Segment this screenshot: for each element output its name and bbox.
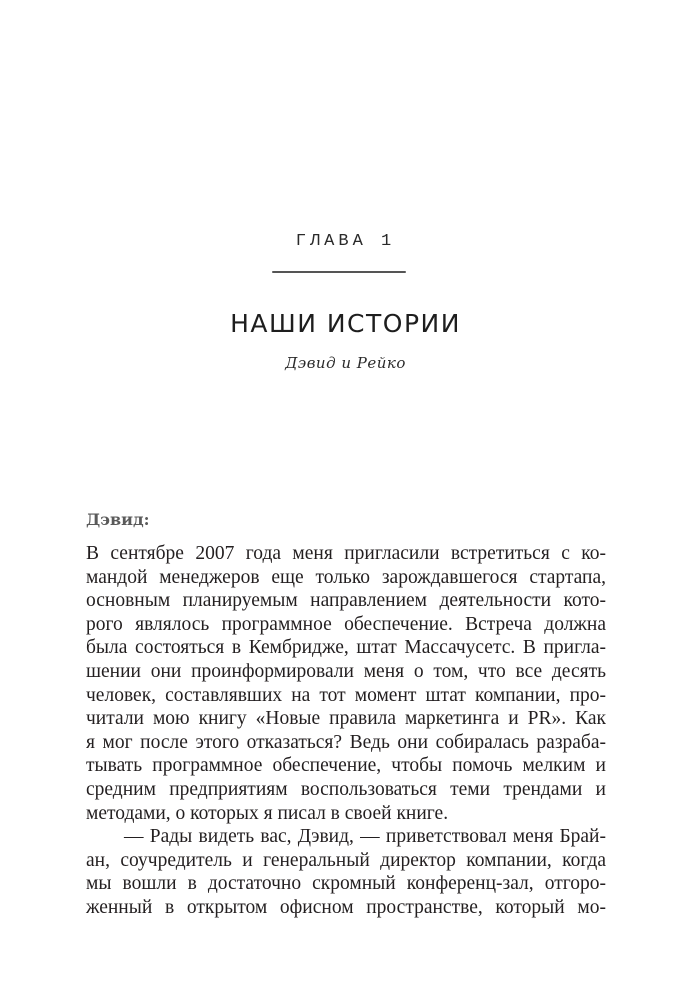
chapter-title: НАШИ ИСТОРИИ	[230, 309, 461, 338]
text-line: мы вошли в достаточно скромный конференц-зал, отгоро-	[86, 873, 606, 895]
text-line: шении они проинформировали меня о том, что все десять	[86, 660, 606, 682]
text-line: ан, соучредитель и генеральный директор компании, когда	[86, 849, 606, 871]
text-line: В сентябре 2007 года меня пригласили встретиться с ко-	[86, 543, 606, 564]
text-line: я мог после этого отказаться? Ведь они собиралась разраба-	[86, 731, 606, 753]
speaker-heading: Дэвид:	[86, 510, 150, 529]
text-line: основным планируемым направлением деятельности кото-	[86, 590, 606, 612]
text-line: методами, о которых я писал в своей книге.	[86, 802, 449, 824]
text-line: — Рады видеть вас, Дэвид, — приветствовал меня Брай-	[124, 826, 606, 848]
text-line: средним предприятиям воспользоваться теми трендами и	[86, 778, 606, 800]
body-text	[86, 542, 606, 920]
text-line: была состояться в Кембридже, штат Массачусетс. В пригла-	[86, 637, 606, 659]
chapter-subtitle: Дэвид и Рейко	[285, 354, 406, 372]
text-line: мандой менеджеров еще только зарождавшегося стартапа,	[86, 566, 606, 588]
text-line: читали мою книгу «Новые правила маркетинга и PR». Как	[86, 708, 606, 730]
chapter-label: ГЛАВА 1	[295, 232, 396, 251]
text-line: человек, составлявших на тот момент штат компании, про-	[86, 684, 606, 706]
text-line: рого являлось программное обеспечение. Встреча должна	[86, 613, 606, 635]
text-line: тывать программное обеспечение, чтобы помочь мелким и	[86, 755, 606, 777]
text-line: женный в открытом офисном пространстве, который мо-	[86, 896, 606, 918]
chapter-divider	[272, 271, 406, 273]
